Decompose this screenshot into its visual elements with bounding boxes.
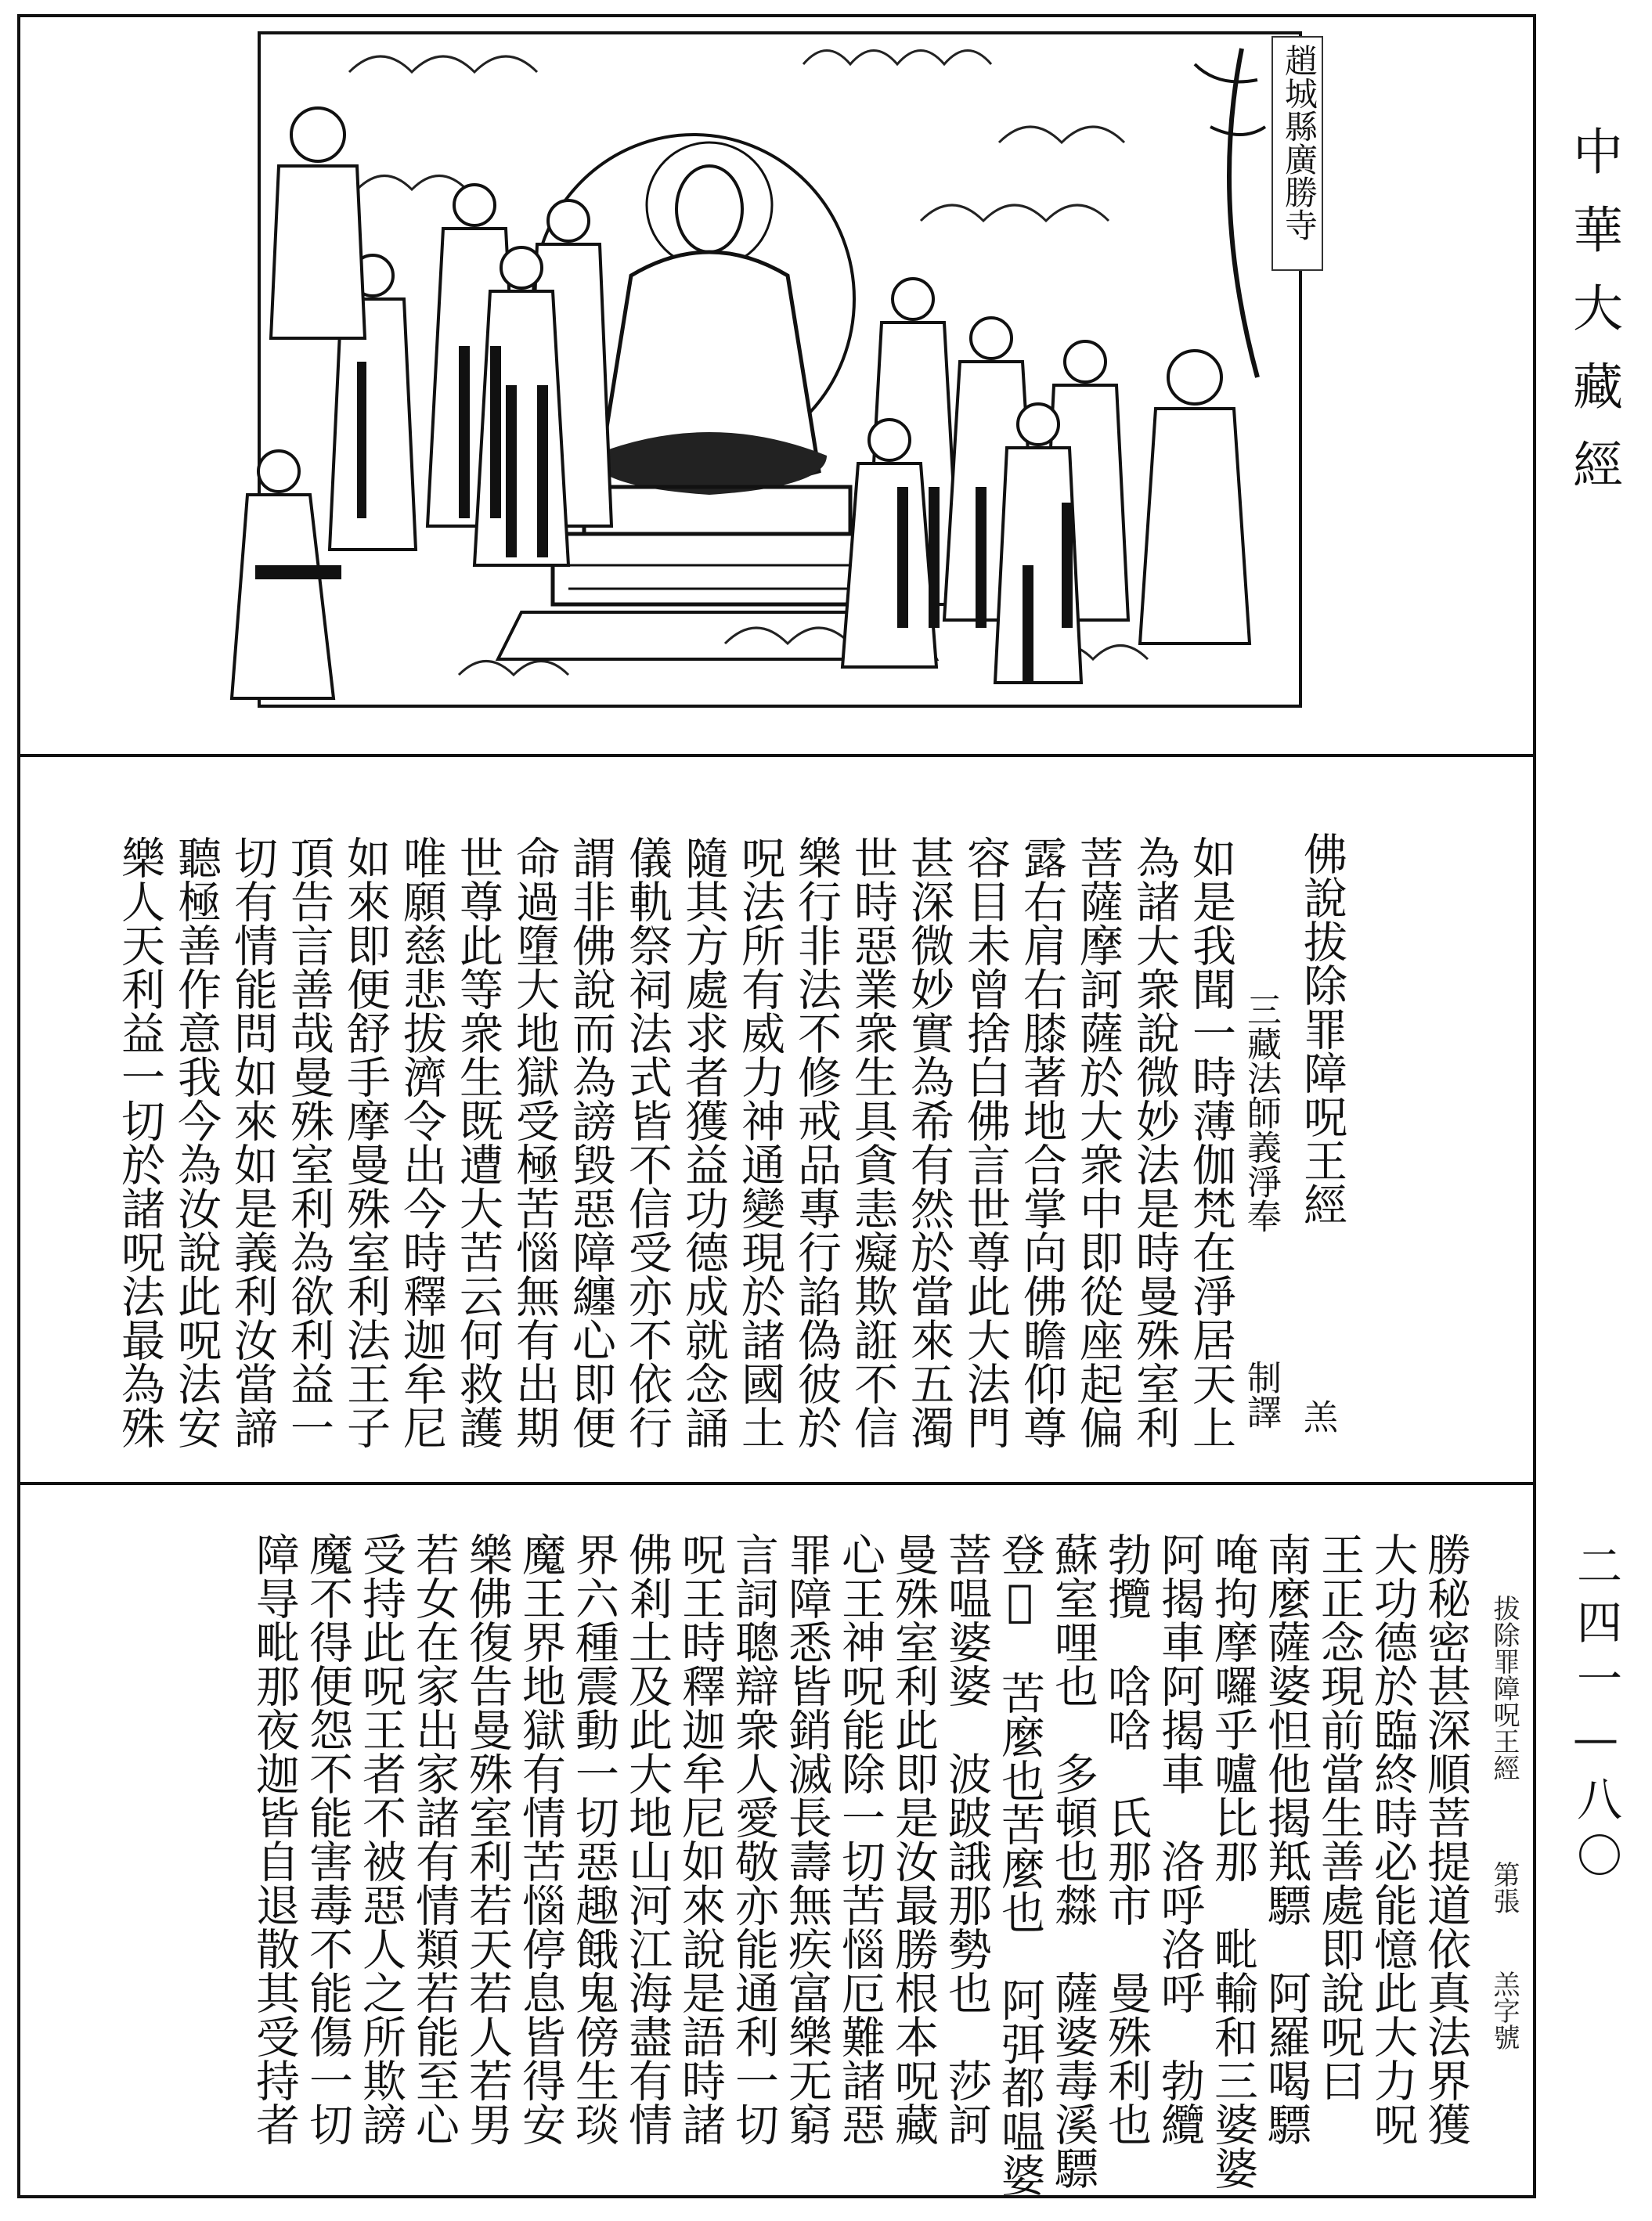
- text-column: 若女在家出家諸有情類若能至心: [409, 1532, 460, 2146]
- text-column: 魔不得便怨不能害毒不能傷一切: [302, 1532, 353, 2146]
- translator-line: 三藏法師義淨奉: [1241, 992, 1281, 1233]
- text-column: 儀軌祭祠法式皆不信受亦不依行: [622, 835, 673, 1449]
- text-column: 受持此呪王者不被惡人之所欺謗: [355, 1532, 406, 2146]
- lower-text-panel: [20, 1485, 1533, 2198]
- volume-mark: 羔: [1297, 1399, 1337, 1433]
- text-column: 大功德於臨終時必能憶此大力呪: [1367, 1532, 1418, 2146]
- text-column: 界六種震動一切惡趣餓鬼傍生琰: [568, 1532, 619, 2146]
- text-column: 阿揭車阿揭車 洛呼洛呼 勃纜: [1154, 1532, 1205, 2146]
- text-column: 王正念現前當生善處即說呪曰: [1314, 1532, 1365, 2102]
- text-column: 心王神呪能除一切苦惱厄難諸惡: [835, 1532, 886, 2146]
- translator-tail: 制譯: [1241, 1360, 1281, 1429]
- text-column: 聽極善作意我今為汝說此呪法安: [171, 835, 222, 1449]
- text-column: 呪王時釋迦牟尼如來說是語時諸: [675, 1532, 726, 2146]
- text-column: 謂非佛說而為謗毀惡障纏心即便: [565, 835, 616, 1449]
- text-column: 言詞聰辯衆人愛敬亦能通利一切: [728, 1532, 779, 2146]
- text-column: 魔王界地獄有情苦惱停息皆得安: [515, 1532, 566, 2146]
- page-frame: [17, 14, 1536, 2198]
- place-caption: 趙城縣廣勝寺: [1271, 36, 1323, 271]
- page-number: 二四一—八〇: [1569, 1542, 1622, 1888]
- margin-note-title: 拔除罪障呪王經: [1488, 1595, 1520, 1781]
- text-column: 蘇室哩也 多頓也㵘 薩婆毒溪驃: [1048, 1532, 1098, 2190]
- sutra-title: 佛說拔除罪障呪王經: [1297, 831, 1347, 1226]
- text-column: 登𤼵 苦麼也苦麼也 阿弭都嗢婆: [994, 1532, 1045, 2197]
- text-column: 菩薩摩訶薩於大衆中即從座起偏: [1073, 835, 1124, 1449]
- collection-title: 中華大藏經: [1564, 125, 1622, 517]
- text-column: 頂告言善哉曼殊室利為欲利益一: [283, 835, 334, 1449]
- text-column: 罪障悉皆銷滅長壽無疾富樂无窮: [781, 1532, 832, 2146]
- text-column: 菩嗢婆婆 波跛誐那勢也 莎訶: [941, 1532, 992, 2146]
- text-column: 命過墮大地獄受極苦惱無有出期: [509, 835, 560, 1449]
- text-column: 障㝵毗那夜迦皆自退散其受持者: [249, 1532, 300, 2146]
- upper-text-panel: [20, 757, 1533, 1485]
- text-column: 為諸大衆說微妙法是時曼殊室利: [1129, 835, 1180, 1449]
- text-column: 唵拘摩囉乎嚧比那 毗輸和三婆婆: [1207, 1532, 1258, 2190]
- frontispiece-illustration: [20, 17, 1533, 757]
- text-column: 甚深微妙實為希有然於當來五濁: [904, 835, 954, 1449]
- text-column: 勃攬 唅唅 氏那市 曼殊利也: [1101, 1532, 1152, 2146]
- text-column: 樂佛復告曼殊室利若天若人若男: [462, 1532, 513, 2146]
- text-column: 呪法所有威力神通變現於諸國土: [734, 835, 785, 1449]
- text-column: 勝秘密甚深順菩提道依真法界獲: [1420, 1532, 1471, 2146]
- text-column: 世尊此等衆生既遭大苦云何救護: [453, 835, 503, 1449]
- text-column: 世時惡業衆生具貪恚癡欺誑不信: [847, 835, 898, 1449]
- text-column: 露右肩右膝著地合掌向佛瞻仰尊: [1016, 835, 1067, 1449]
- margin-note-volume: 羔字號: [1488, 1970, 1520, 2050]
- text-column: 佛剎土及此大地山河江海盡有情: [622, 1532, 673, 2146]
- text-column: 南麼薩婆怛他揭羝驃 阿羅喝驃: [1261, 1532, 1311, 2146]
- text-column: 如來即便舒手摩曼殊室利法王子: [340, 835, 391, 1449]
- text-column: 曼殊室利此即是汝最勝根本呪藏: [888, 1532, 939, 2146]
- text-column: 樂人天利益一切於諸呪法最為殊: [114, 835, 165, 1449]
- text-column: 如是我聞一時薄伽梵在淨居天上: [1185, 835, 1236, 1449]
- text-column: 容目未曾捨白佛言世尊此大法門: [960, 835, 1011, 1449]
- text-column: 隨其方處求者獲益功德成就念誦: [678, 835, 729, 1449]
- text-column: 唯願慈悲拔濟令出今時釋迦牟尼: [396, 835, 447, 1449]
- text-column: 切有情能問如來如是義利汝當諦: [227, 835, 278, 1449]
- text-column: 樂行非法不修戒品專行諂偽彼於: [791, 835, 842, 1449]
- margin-note-sheet: 第張: [1488, 1861, 1520, 1914]
